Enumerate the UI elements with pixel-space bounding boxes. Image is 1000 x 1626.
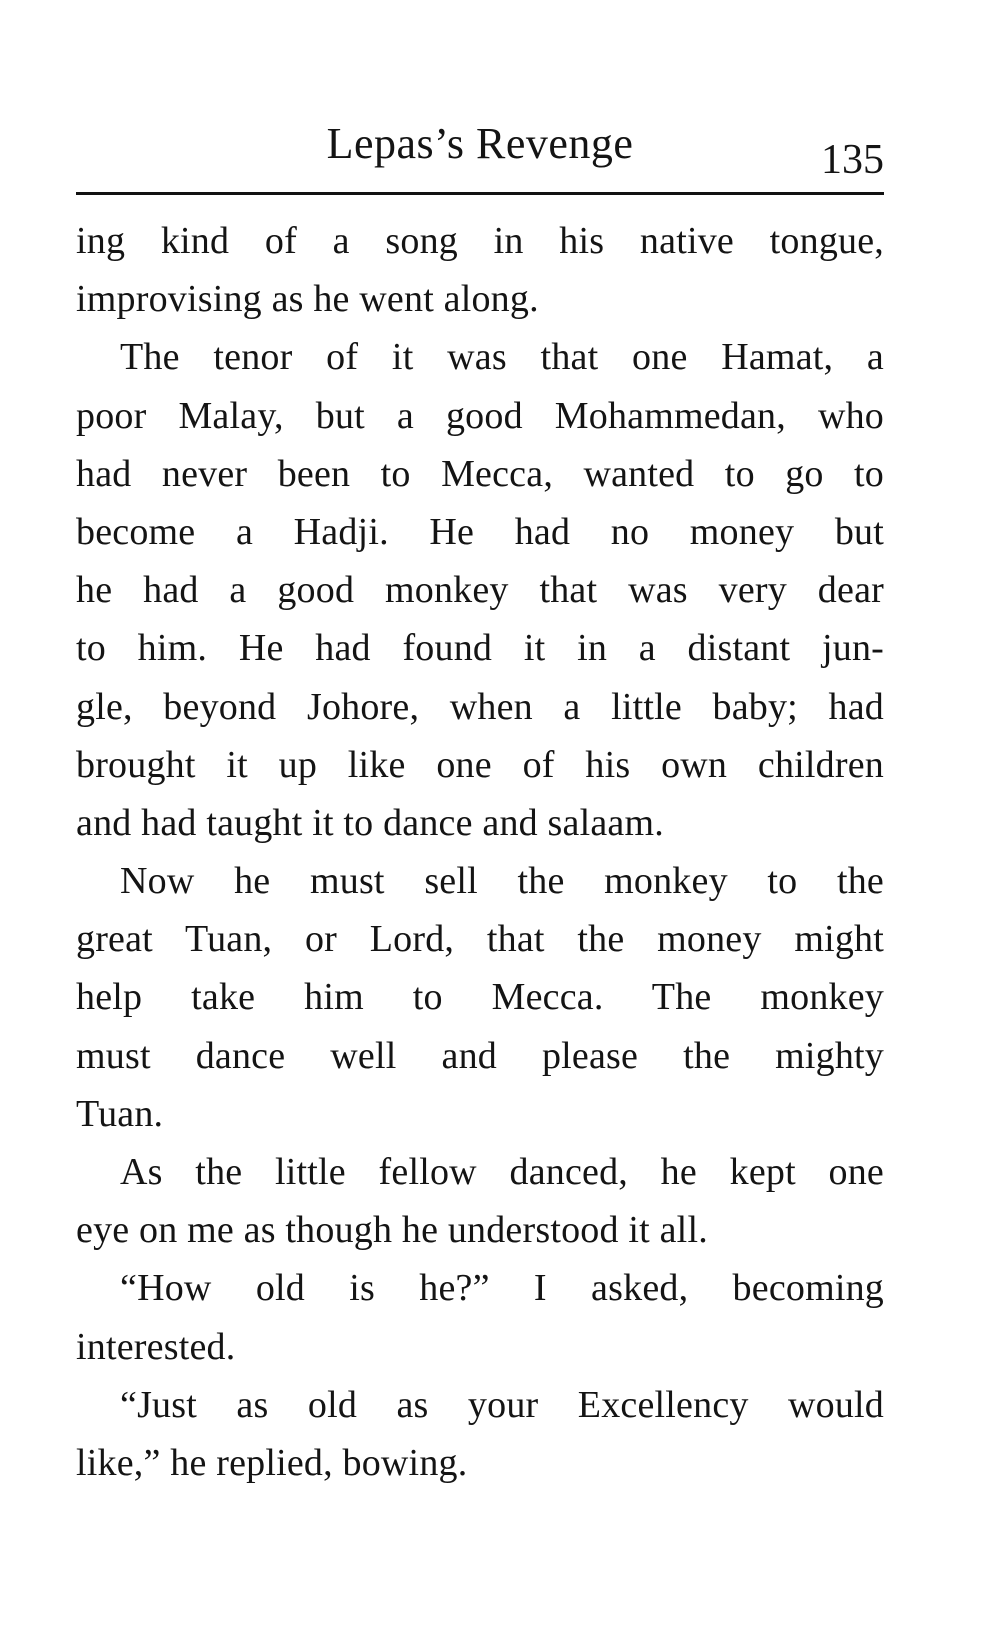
text-line: Now he must sell the monkey to the (120, 860, 884, 903)
text-line: ing kind of a song in his native tongue, (76, 220, 884, 262)
text-line: “Just as old as your Excellency would (120, 1383, 884, 1426)
page-number: 135 (821, 137, 884, 183)
text-line: brought it up like one of his own children (76, 743, 884, 786)
text-line: like,” he replied, bowing. (76, 1441, 468, 1484)
text-line: Tuan. (76, 1092, 164, 1135)
text-line: eye on me as though he understood it all. (76, 1209, 708, 1252)
text-line: and had taught it to dance and salaam. (76, 801, 664, 844)
text-line: become a Hadji. He had no money but (76, 510, 884, 553)
text-line: help take him to Mecca. The monkey (76, 976, 884, 1019)
text-line: had never been to Mecca, wanted to go to (76, 452, 884, 495)
text-line: he had a good monkey that was very dear (76, 569, 884, 612)
header-rule (76, 192, 884, 195)
text-line: “How old is he?” I asked, becoming (120, 1267, 884, 1310)
body-text (76, 212, 884, 1492)
text-line: The tenor of it was that one Hamat, a (120, 336, 884, 379)
text-line: As the little fellow danced, he kept one (120, 1151, 884, 1193)
running-title: Lepas’s Revenge (326, 119, 634, 168)
text-line: poor Malay, but a good Mohammedan, who (76, 394, 884, 437)
text-line: great Tuan, or Lord, that the money might (76, 918, 884, 961)
text-line: improvising as he went along. (76, 278, 539, 321)
text-line: gle, beyond Johore, when a little baby; had (76, 685, 884, 728)
text-line: must dance well and please the mighty (76, 1034, 884, 1077)
text-line: to him. He had found it in a distant jun- (76, 627, 884, 670)
text-line: interested. (76, 1325, 236, 1368)
